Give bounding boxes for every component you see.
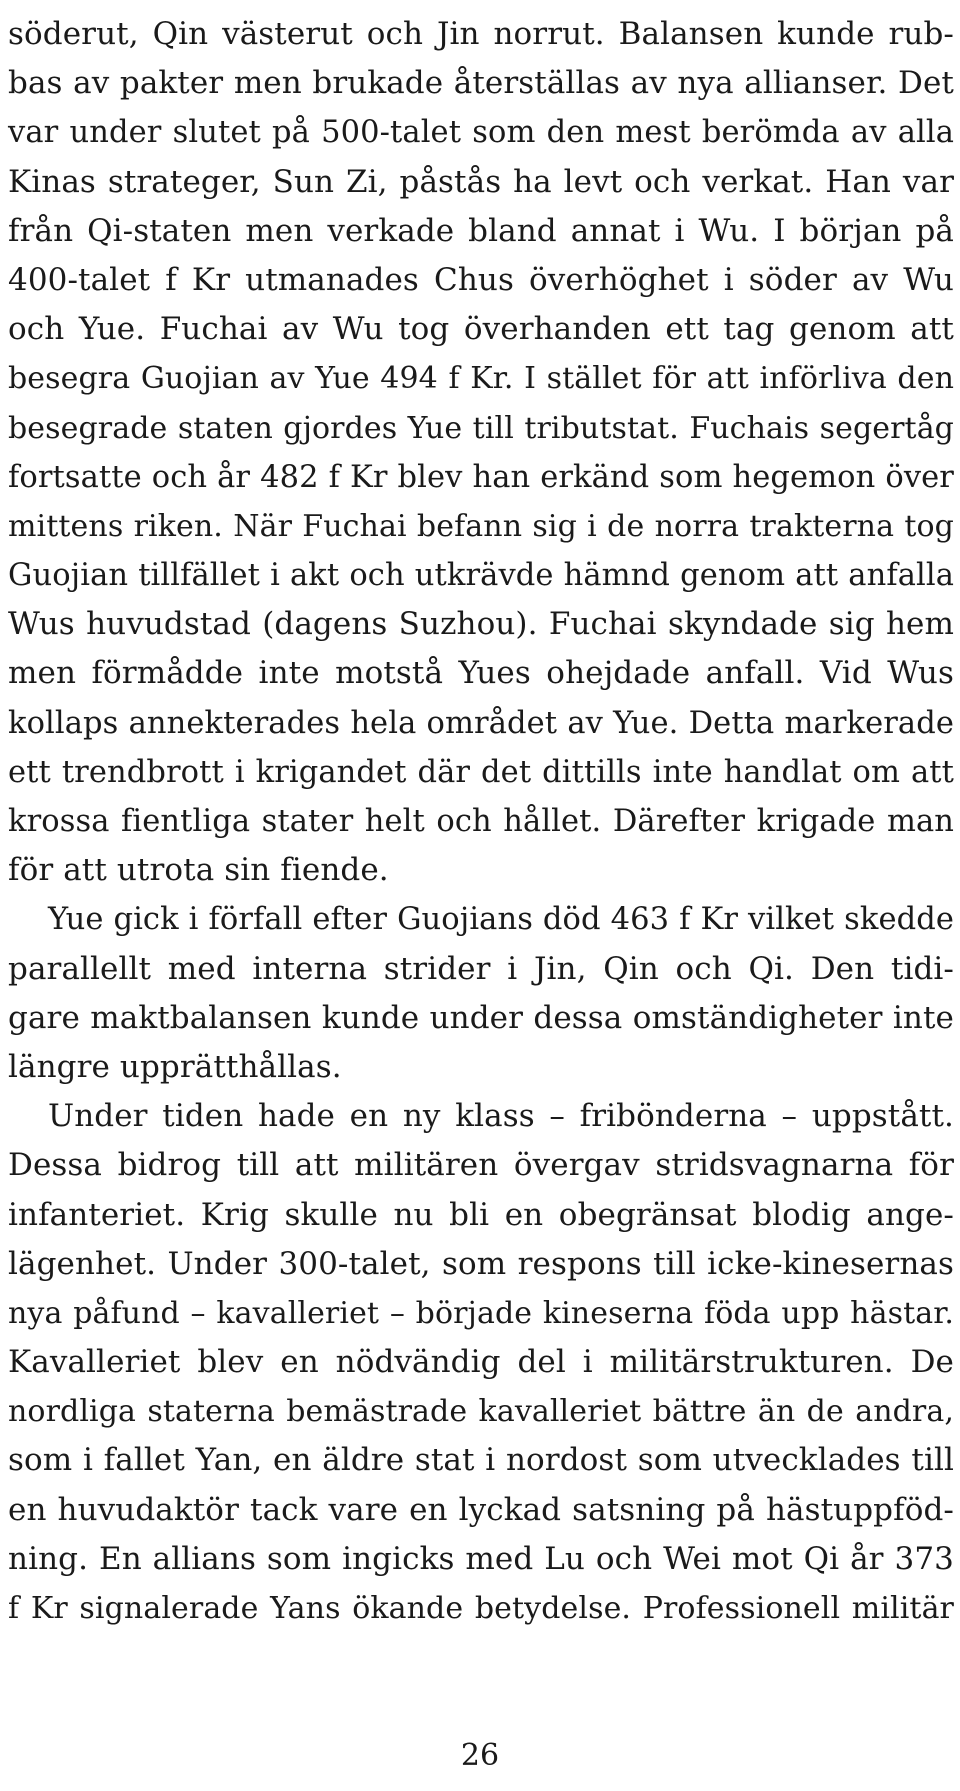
text-line: Dessa bidrog till att militären övergav stridsvagnarna för	[8, 1147, 954, 1184]
text-line: nordliga staterna bemästrade kavalleriet bättre än de andra,	[8, 1394, 954, 1430]
text-line: för att utrota sin fiende.	[8, 852, 389, 889]
text-line: en huvudaktör tack vare en lyckad satsning på hästuppföd-	[8, 1491, 954, 1528]
text-line: besegra Guojian av Yue 494 f Kr. I stället för att införliva den	[8, 361, 954, 397]
text-line: och Yue. Fuchai av Wu tog överhanden ett tag genom att	[8, 311, 954, 348]
text-line: bas av pakter men brukade återställas av nya allianser. Det	[8, 65, 954, 102]
text-line: Under tiden hade en ny klass – fribönderna – uppstått.	[48, 1098, 954, 1135]
text-line: Kinas strateger, Sun Zi, påstås ha levt och verkat. Han var	[8, 163, 954, 200]
body-text	[8, 10, 954, 1633]
text-line: var under slutet på 500-talet som den mest berömda av alla	[8, 115, 954, 151]
text-line: som i fallet Yan, en äldre stat i nordost som utvecklades till	[8, 1442, 954, 1479]
text-line: söderut, Qin västerut och Jin norrut. Balansen kunde rub-	[8, 16, 954, 52]
text-line: men förmådde inte motstå Yues ohejdade anfall. Vid Wus	[8, 655, 954, 692]
text-line: Yue gick i förfall efter Guojians död 463 f Kr vilket skedde	[48, 902, 954, 938]
paragraph-3	[8, 1092, 954, 1633]
text-line: 400-talet f Kr utmanades Chus överhöghet i söder av Wu	[8, 261, 954, 298]
text-line: besegrade staten gjordes Yue till tributstat. Fuchais segertåg	[8, 410, 954, 446]
paragraph-1	[8, 10, 954, 895]
text-line: kollaps annekterades hela området av Yue. Detta markerade	[8, 705, 954, 741]
text-line: infanteriet. Krig skulle nu bli en obegränsat blodig ange-	[8, 1196, 954, 1233]
text-line: f Kr signalerade Yans ökande betydelse. Professionell militär	[8, 1591, 954, 1626]
text-line: fortsatte och år 482 f Kr blev han erkänd som hegemon över	[8, 459, 954, 495]
text-line: parallellt med interna strider i Jin, Qin och Qi. Den tidi-	[8, 950, 954, 987]
text-line: lägenhet. Under 300-talet, som respons till icke-kinesernas	[8, 1245, 954, 1282]
text-line: nya påfund – kavalleriet – började kineserna föda upp hästar.	[8, 1295, 954, 1331]
text-line: Guojian tillfället i akt och utkrävde hämnd genom att anfalla	[8, 558, 954, 594]
paragraph-2	[8, 895, 954, 1092]
text-line: gare maktbalansen kunde under dessa omständigheter inte	[8, 999, 954, 1036]
text-line: Wus huvudstad (dagens Suzhou). Fuchai skyndade sig hem	[8, 606, 954, 643]
text-line: ett trendbrott i krigandet där det dittills inte handlat om att	[8, 754, 954, 790]
text-line: krossa fientliga stater helt och hållet. Därefter krigade man	[8, 804, 954, 839]
text-line: från Qi-staten men verkade bland annat i Wu. I början på	[8, 212, 954, 249]
text-line: Kavalleriet blev en nödvändig del i militärstrukturen. De	[8, 1344, 954, 1381]
page-number: 26	[460, 1738, 500, 1773]
text-line: längre upprätthållas.	[8, 1048, 342, 1085]
text-line: ning. En allians som ingicks med Lu och Wei mot Qi år 373	[8, 1540, 954, 1577]
text-line: mittens riken. När Fuchai befann sig i de norra trakterna tog	[8, 508, 954, 544]
